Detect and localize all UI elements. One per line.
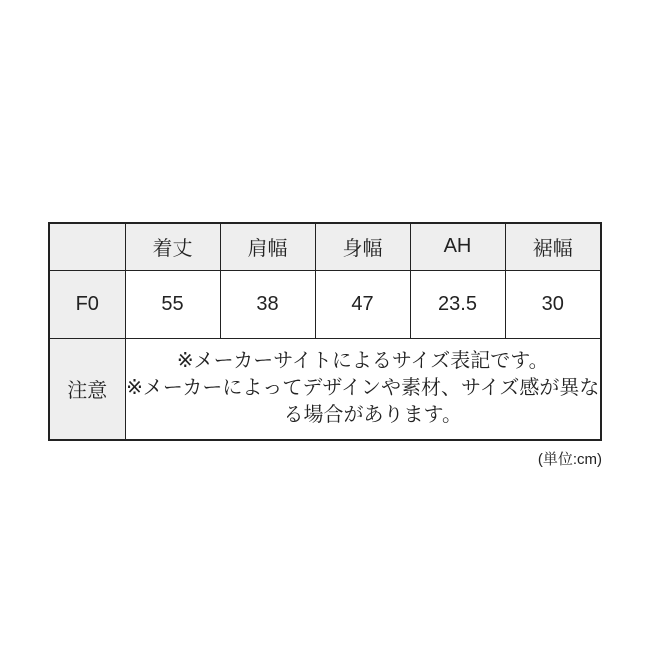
table-row-note: [49, 338, 601, 440]
header-cell-hem: 裾幅: [505, 223, 601, 270]
header-cell-ah: AH: [410, 223, 505, 270]
note-line-2: ※メーカーによってデザインや素材、サイズ感が異なる場合があります。: [126, 377, 600, 427]
header-cell-empty: [49, 223, 125, 270]
table-header-row: [49, 223, 601, 270]
header-cell-shoulder: 肩幅: [220, 223, 315, 270]
value-hem: 30: [505, 270, 601, 338]
size-chart-table: [48, 222, 602, 441]
size-label: F0: [49, 270, 125, 338]
size-chart: [48, 222, 602, 469]
note-label: 注意: [49, 338, 125, 440]
value-shoulder: 38: [220, 270, 315, 338]
note-line-1: ※メーカーサイトによるサイズ表記です。: [176, 350, 549, 373]
note-cell: [125, 338, 601, 440]
header-cell-body-width: 身幅: [315, 223, 410, 270]
value-body-width: 47: [315, 270, 410, 338]
value-ah: 23.5: [410, 270, 505, 338]
table-row-size: [49, 270, 601, 338]
header-cell-length: 着丈: [125, 223, 220, 270]
unit-caption: (単位:cm): [537, 451, 602, 468]
value-length: 55: [125, 270, 220, 338]
